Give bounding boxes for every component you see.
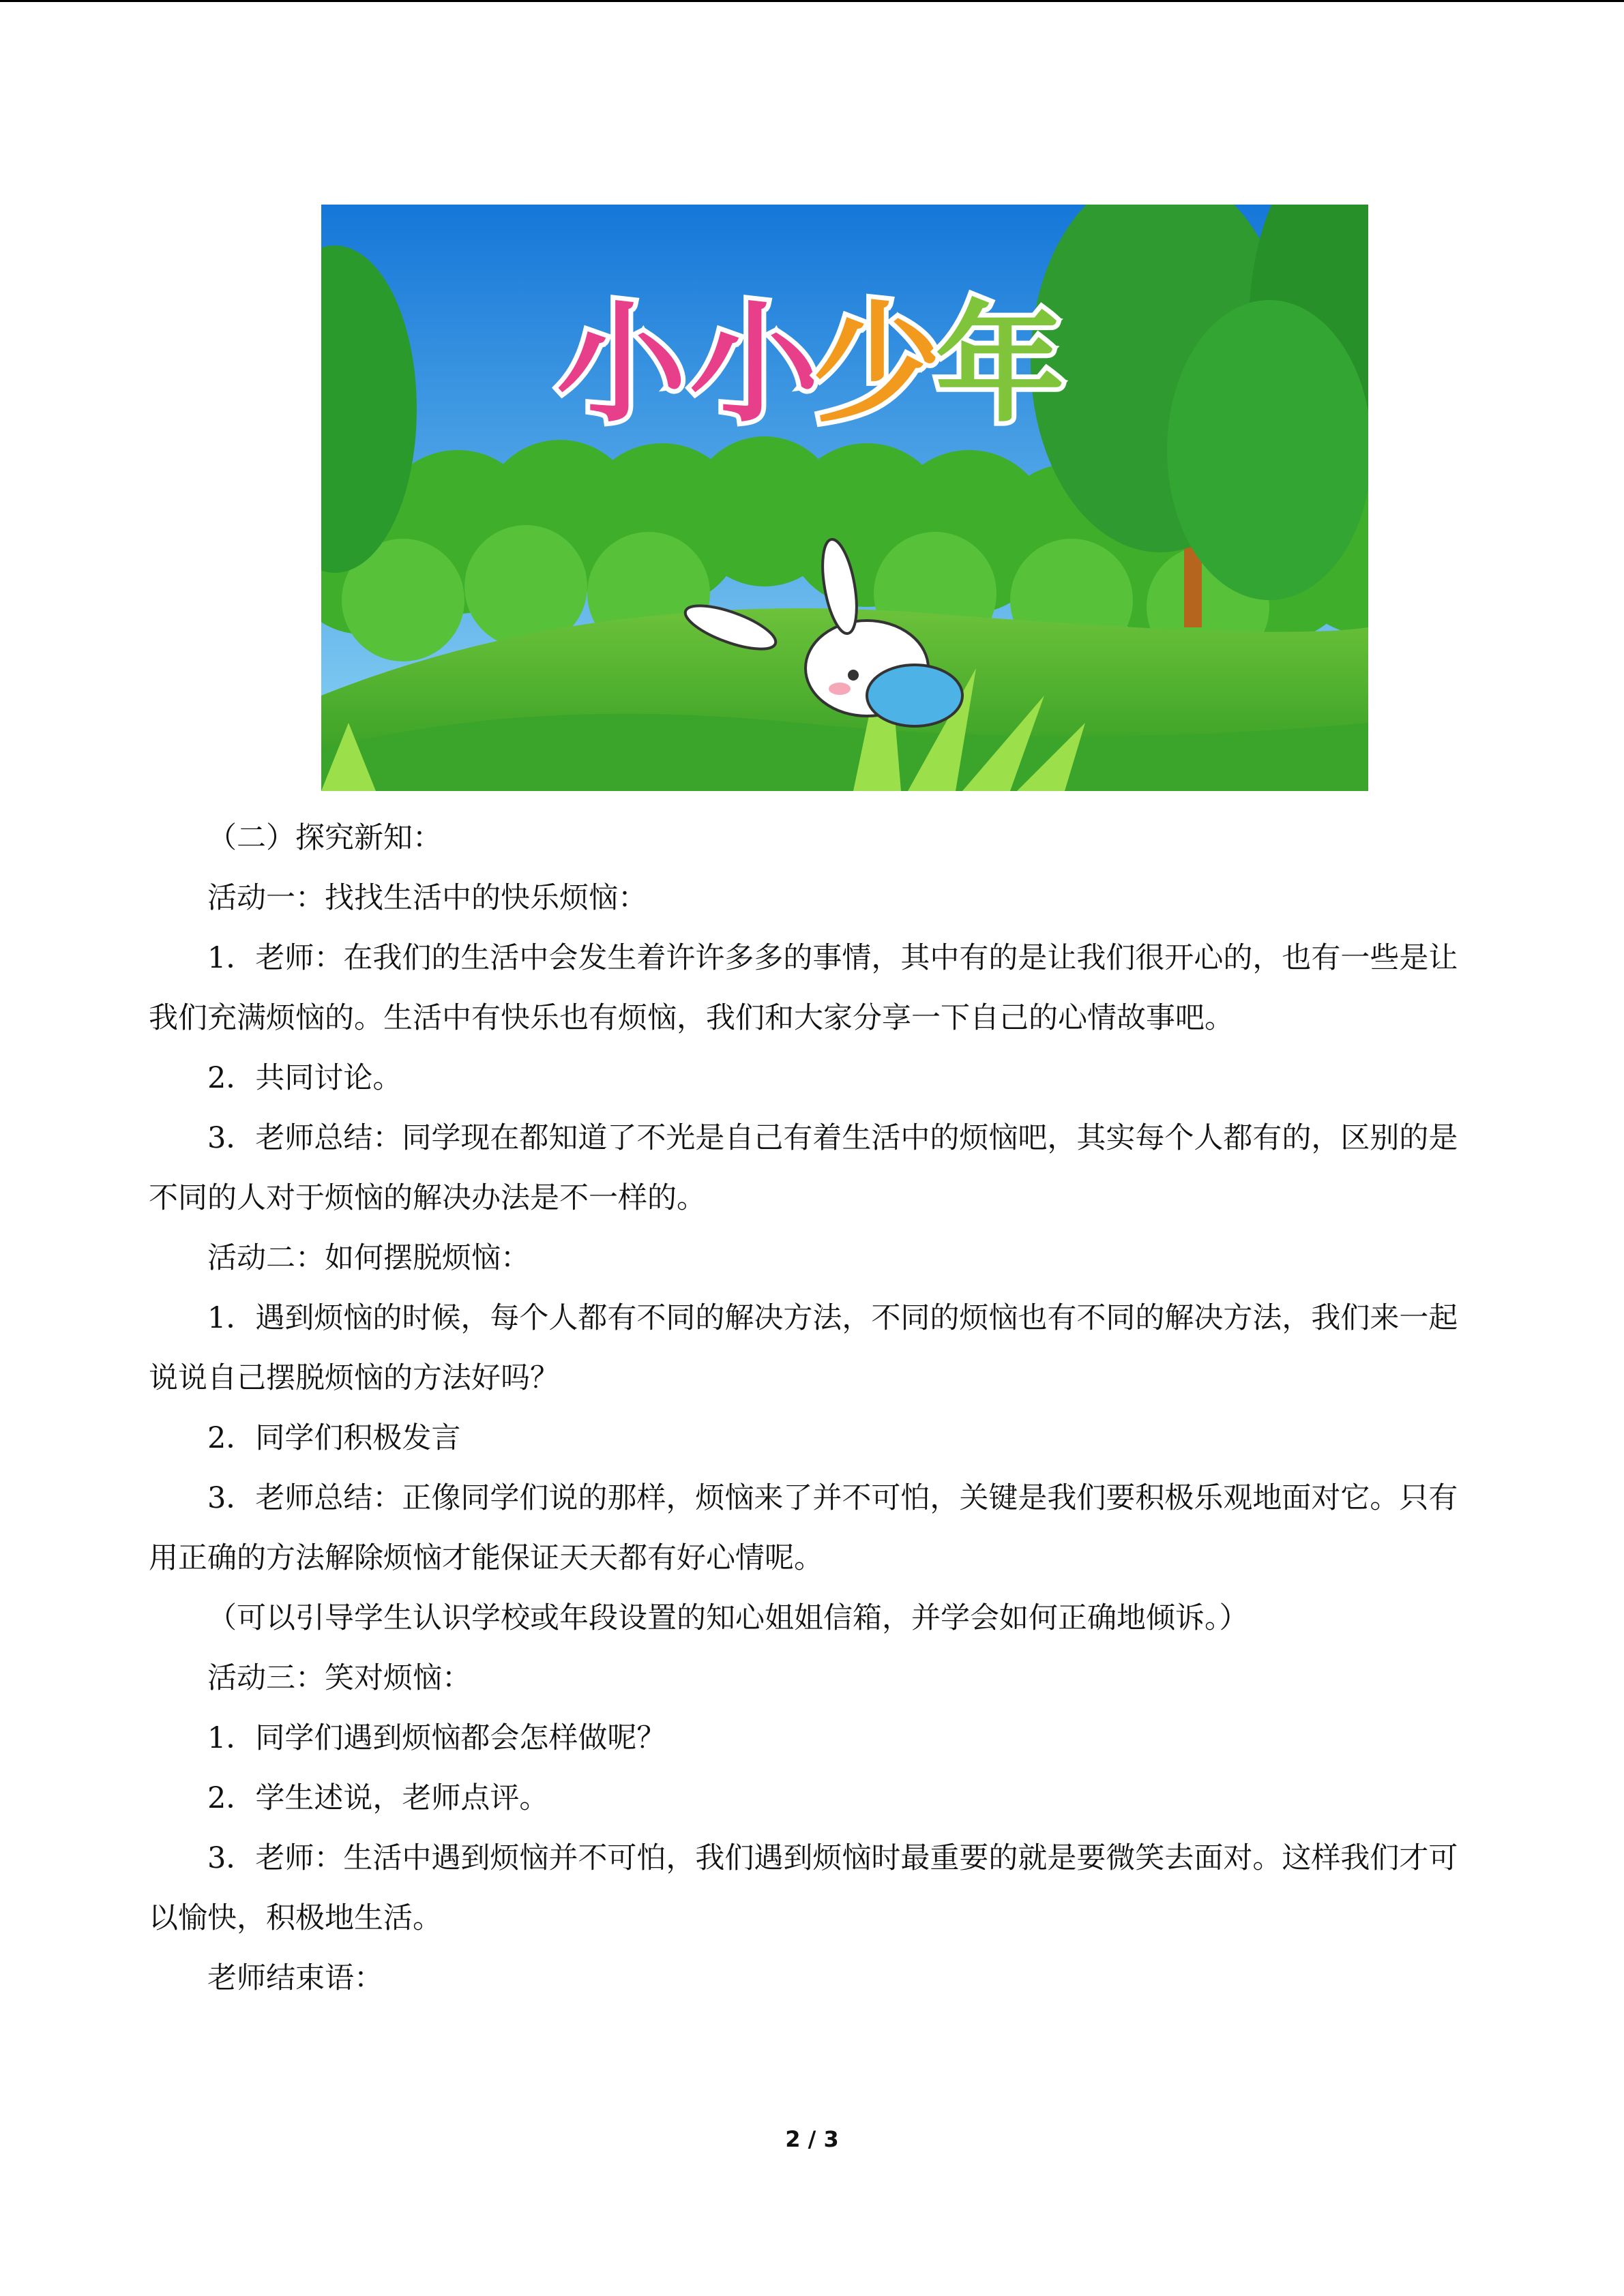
paragraph: 1．同学们遇到烦恼都会怎样做呢？ <box>207 1721 666 1755</box>
title-text <box>557 289 1065 440</box>
cartoon-illustration <box>321 205 1368 791</box>
title-char-3: 少 <box>812 289 943 440</box>
paragraph: 3．老师总结：同学现在都知道了不光是自己有着生活中的烦恼吧，其实每个人都有的，区别的是不同的人对于烦恼的解决办法是不一样的。 <box>149 1121 1458 1215</box>
paragraph: 2．同学们积极发言 <box>207 1421 461 1455</box>
paragraph: 3．老师：生活中遇到烦恼并不可怕，我们遇到烦恼时最重要的就是要微笑去面对。这样我们才可以愉快，积极地生活。 <box>149 1841 1458 1935</box>
page-top-border <box>0 0 1624 2</box>
paragraph-note: （可以引导学生认识学校或年段设置的知心姐姐信箱，并学会如何正确地倾诉。） <box>207 1601 1249 1635</box>
lesson-content <box>149 808 1479 2008</box>
activity-2-heading: 活动二：如何摆脱烦恼： <box>207 1241 530 1275</box>
section-heading: （二）探究新知： <box>207 821 442 855</box>
activity-1-heading: 活动一：找找生活中的快乐烦恼： <box>207 881 647 915</box>
title-char-4: 年 <box>935 289 1065 440</box>
title-char-2: 小 <box>690 289 820 440</box>
paragraph: 2．共同讨论。 <box>207 1061 402 1095</box>
paragraph: 3．老师总结：正像同学们说的那样，烦恼来了并不可怕，关键是我们要积极乐观地面对它。只有用正确的方法解除烦恼才能保证天天都有好心情呢。 <box>149 1481 1458 1575</box>
title-char-1: 小 <box>557 289 687 440</box>
paragraph: 2．学生述说，老师点评。 <box>207 1781 549 1815</box>
paragraph: 1．老师：在我们的生活中会发生着许许多多的事情，其中有的是让我们很开心的，也有一些是让我们充满烦恼的。生活中有快乐也有烦恼，我们和大家分享一下自己的心情故事吧。 <box>149 941 1458 1035</box>
page-number: 2 / 3 <box>785 2126 839 2152</box>
closing-heading: 老师结束语： <box>207 1961 383 1995</box>
paragraph: 1．遇到烦恼的时候，每个人都有不同的解决方法，不同的烦恼也有不同的解决方法，我们来一起说说自己摆脱烦恼的方法好吗？ <box>149 1301 1458 1395</box>
activity-3-heading: 活动三：笑对烦恼： <box>207 1661 471 1695</box>
illustration-svg <box>321 205 1368 791</box>
